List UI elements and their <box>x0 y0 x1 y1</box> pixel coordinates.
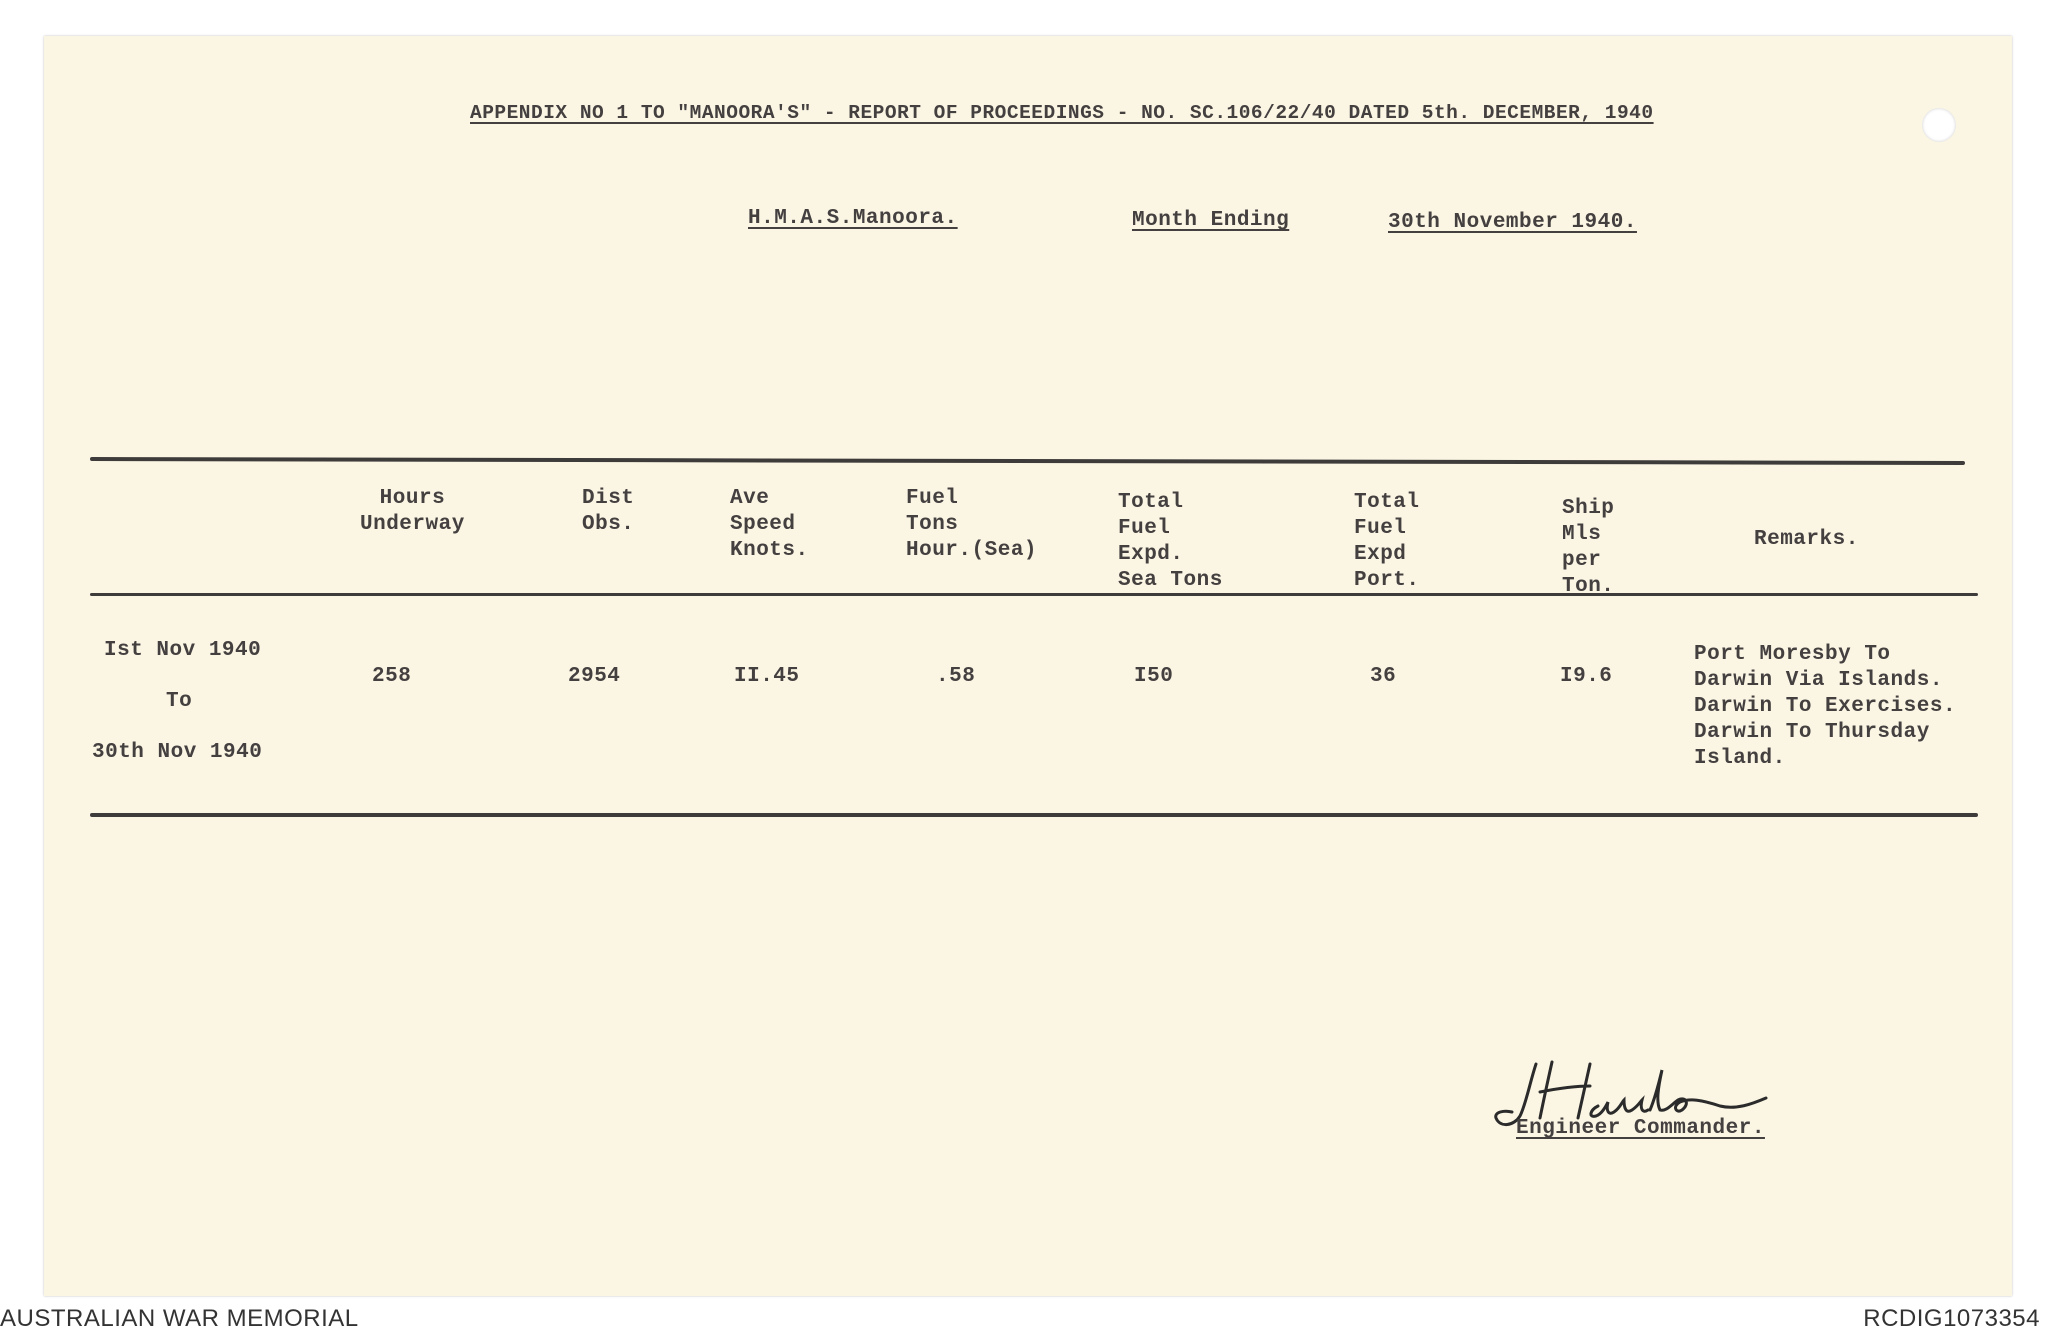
cell-total-fuel-port: 36 <box>1370 665 1397 688</box>
header-ave-speed: Ave Speed Knots. <box>730 487 809 562</box>
header-dist-obs: Dist Obs. <box>582 487 635 536</box>
cell-total-fuel-sea: I50 <box>1134 665 1174 688</box>
row-period-end: 30th Nov 1940 <box>92 741 263 764</box>
cell-ship-miles-per-ton: I9.6 <box>1560 665 1613 688</box>
ship-name: H.M.A.S.Manoora. <box>748 207 958 230</box>
cell-hours-underway: 258 <box>372 665 412 688</box>
month-ending-label: Month Ending <box>1132 209 1290 232</box>
signatory-title: Engineer Commander. <box>1516 1117 1765 1140</box>
footer-record-id: RCDIG1073354 <box>1863 1305 2040 1332</box>
cell-remarks: Port Moresby To Darwin Via Islands. Darwin To Exercises. Darwin To Thursday Island. <box>1694 643 1957 770</box>
cell-ave-speed: II.45 <box>734 665 800 688</box>
header-hours-underway: Hours Underway <box>360 487 465 536</box>
header-ship-miles-per-ton: Ship Mls per Ton. <box>1562 497 1615 598</box>
footer-source: AUSTRALIAN WAR MEMORIAL <box>0 1305 359 1332</box>
row-period-to: To <box>166 690 193 713</box>
header-fuel-tons-hour: Fuel Tons Hour.(Sea) <box>906 487 1038 562</box>
header-remarks: Remarks. <box>1754 528 1859 551</box>
month-ending-value: 30th November 1940. <box>1388 211 1637 234</box>
row-period-start: Ist Nov 1940 <box>104 639 262 662</box>
table-bottom-rule <box>90 813 1978 817</box>
document-heading: APPENDIX NO 1 TO "MANOORA'S" - REPORT OF PROCEEDINGS - NO. SC.106/22/40 DATED 5th. DECEMBER, 1940 <box>470 102 1654 124</box>
punch-hole <box>1922 108 1956 142</box>
header-total-fuel-sea: Total Fuel Expd. Sea Tons <box>1118 491 1223 592</box>
cell-fuel-tons-hour: .58 <box>936 665 976 688</box>
header-total-fuel-port: Total Fuel Expd Port. <box>1354 491 1420 592</box>
cell-dist-obs: 2954 <box>568 665 621 688</box>
table-header-rule <box>90 593 1978 596</box>
